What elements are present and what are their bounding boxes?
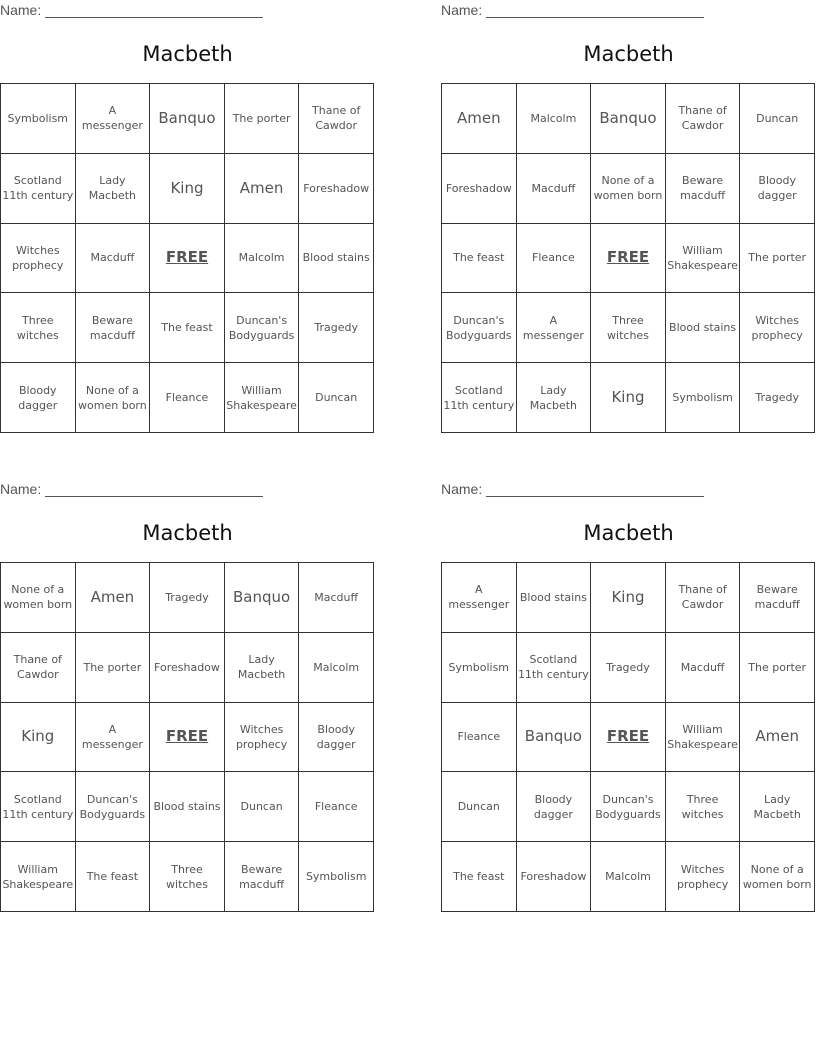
bingo-cell: A messenger [442, 563, 517, 633]
bingo-cell: Thane of Cawdor [666, 84, 741, 154]
bingo-cell: Foreshadow [299, 154, 374, 224]
card-title: Macbeth [142, 521, 233, 545]
name-line [441, 2, 482, 20]
free-space: FREE [591, 703, 666, 773]
free-space: FREE [150, 224, 225, 294]
bingo-cell: Foreshadow [442, 154, 517, 224]
bingo-cell: None of a women born [740, 842, 815, 912]
bingo-cell: None of a women born [76, 363, 151, 433]
bingo-cell: Macduff [517, 154, 592, 224]
bingo-cell: Scotland 11th century [442, 363, 517, 433]
bingo-cell: Malcolm [591, 842, 666, 912]
name-blank [45, 496, 263, 497]
bingo-cell: Duncan [740, 84, 815, 154]
bingo-cell: Duncan's Bodyguards [442, 293, 517, 363]
bingo-cell: A messenger [76, 703, 151, 773]
bingo-cell: Fleance [517, 224, 592, 294]
bingo-cell: The feast [76, 842, 151, 912]
bingo-cell: Blood stains [299, 224, 374, 294]
bingo-cell: Macduff [299, 563, 374, 633]
name-blank [486, 496, 704, 497]
name-blank [45, 17, 263, 18]
bingo-cell: The porter [76, 633, 151, 703]
bingo-cell: A messenger [517, 293, 592, 363]
bingo-cell: Fleance [299, 772, 374, 842]
bingo-cell: Beware macduff [740, 563, 815, 633]
bingo-cell: William Shakespeare [1, 842, 76, 912]
bingo-cell: Tragedy [740, 363, 815, 433]
bingo-cell: Symbolism [299, 842, 374, 912]
bingo-cell: Foreshadow [517, 842, 592, 912]
bingo-cell: Symbolism [442, 633, 517, 703]
name-label: Name: [0, 2, 42, 18]
bingo-cell: Bloody dagger [1, 363, 76, 433]
bingo-cell: Lady Macbeth [76, 154, 151, 224]
name-label: Name: [0, 481, 42, 497]
bingo-cell: Scotland 11th century [517, 633, 592, 703]
bingo-cell: Thane of Cawdor [299, 84, 374, 154]
bingo-cell: Amen [740, 703, 815, 773]
bingo-grid [441, 83, 815, 433]
bingo-cell: King [591, 563, 666, 633]
bingo-cell: Amen [76, 563, 151, 633]
bingo-cell: Beware macduff [76, 293, 151, 363]
bingo-cell: Scotland 11th century [1, 154, 76, 224]
name-line [441, 481, 482, 499]
bingo-cell: Three witches [666, 772, 741, 842]
bingo-cell: Malcolm [299, 633, 374, 703]
bingo-cell: Banquo [591, 84, 666, 154]
name-line [0, 2, 41, 20]
card-title: Macbeth [583, 42, 674, 66]
bingo-cell: None of a women born [1, 563, 76, 633]
bingo-cell: Duncan's Bodyguards [76, 772, 151, 842]
bingo-cell: Fleance [150, 363, 225, 433]
bingo-cell: A messenger [76, 84, 151, 154]
bingo-cell: Three witches [150, 842, 225, 912]
bingo-cell: The porter [225, 84, 300, 154]
bingo-cell: Lady Macbeth [225, 633, 300, 703]
bingo-cell: Malcolm [517, 84, 592, 154]
bingo-cell: William Shakespeare [225, 363, 300, 433]
free-space: FREE [150, 703, 225, 773]
bingo-cell: Witches prophecy [1, 224, 76, 294]
bingo-cell: Duncan's Bodyguards [591, 772, 666, 842]
bingo-cell: The porter [740, 224, 815, 294]
bingo-cell: Macduff [666, 633, 741, 703]
free-space: FREE [591, 224, 666, 294]
bingo-cell: William Shakespeare [666, 224, 741, 294]
bingo-cell: Lady Macbeth [517, 363, 592, 433]
bingo-cell: The feast [150, 293, 225, 363]
bingo-cell: Tragedy [299, 293, 374, 363]
bingo-cell: Banquo [517, 703, 592, 773]
bingo-cell: Duncan [225, 772, 300, 842]
bingo-cell: Amen [442, 84, 517, 154]
bingo-cell: Amen [225, 154, 300, 224]
bingo-cell: The porter [740, 633, 815, 703]
bingo-cell: Beware macduff [666, 154, 741, 224]
bingo-cell: Beware macduff [225, 842, 300, 912]
bingo-cell: Duncan's Bodyguards [225, 293, 300, 363]
bingo-cell: The feast [442, 224, 517, 294]
bingo-cell: Thane of Cawdor [1, 633, 76, 703]
bingo-cell: Lady Macbeth [740, 772, 815, 842]
bingo-cell: Scotland 11th century [1, 772, 76, 842]
bingo-cell: Three witches [591, 293, 666, 363]
bingo-cell: Duncan [442, 772, 517, 842]
bingo-cell: Bloody dagger [740, 154, 815, 224]
bingo-cell: Banquo [225, 563, 300, 633]
name-blank [486, 17, 704, 18]
bingo-cell: Three witches [1, 293, 76, 363]
bingo-cell: Tragedy [150, 563, 225, 633]
bingo-cell: Blood stains [517, 563, 592, 633]
name-line [0, 481, 41, 499]
bingo-cell: King [150, 154, 225, 224]
card-title: Macbeth [583, 521, 674, 545]
bingo-cell: Macduff [76, 224, 151, 294]
bingo-cell: Blood stains [666, 293, 741, 363]
bingo-cell: Foreshadow [150, 633, 225, 703]
bingo-cell: Malcolm [225, 224, 300, 294]
name-label: Name: [441, 481, 483, 497]
bingo-grid [0, 562, 374, 912]
bingo-cell: William Shakespeare [666, 703, 741, 773]
bingo-cell: Symbolism [666, 363, 741, 433]
bingo-cell: Witches prophecy [666, 842, 741, 912]
bingo-grid [441, 562, 815, 912]
bingo-cell: The feast [442, 842, 517, 912]
bingo-cell: King [591, 363, 666, 433]
bingo-cell: Thane of Cawdor [666, 563, 741, 633]
bingo-cell: Blood stains [150, 772, 225, 842]
bingo-cell: None of a women born [591, 154, 666, 224]
bingo-cell: Fleance [442, 703, 517, 773]
bingo-cell: Bloody dagger [517, 772, 592, 842]
card-title: Macbeth [142, 42, 233, 66]
bingo-cell: Bloody dagger [299, 703, 374, 773]
bingo-cell: Tragedy [591, 633, 666, 703]
bingo-cell: Symbolism [1, 84, 76, 154]
bingo-grid [0, 83, 374, 433]
bingo-cell: Witches prophecy [740, 293, 815, 363]
bingo-cell: Duncan [299, 363, 374, 433]
bingo-cell: King [1, 703, 76, 773]
bingo-cell: Banquo [150, 84, 225, 154]
bingo-cell: Witches prophecy [225, 703, 300, 773]
name-label: Name: [441, 2, 483, 18]
